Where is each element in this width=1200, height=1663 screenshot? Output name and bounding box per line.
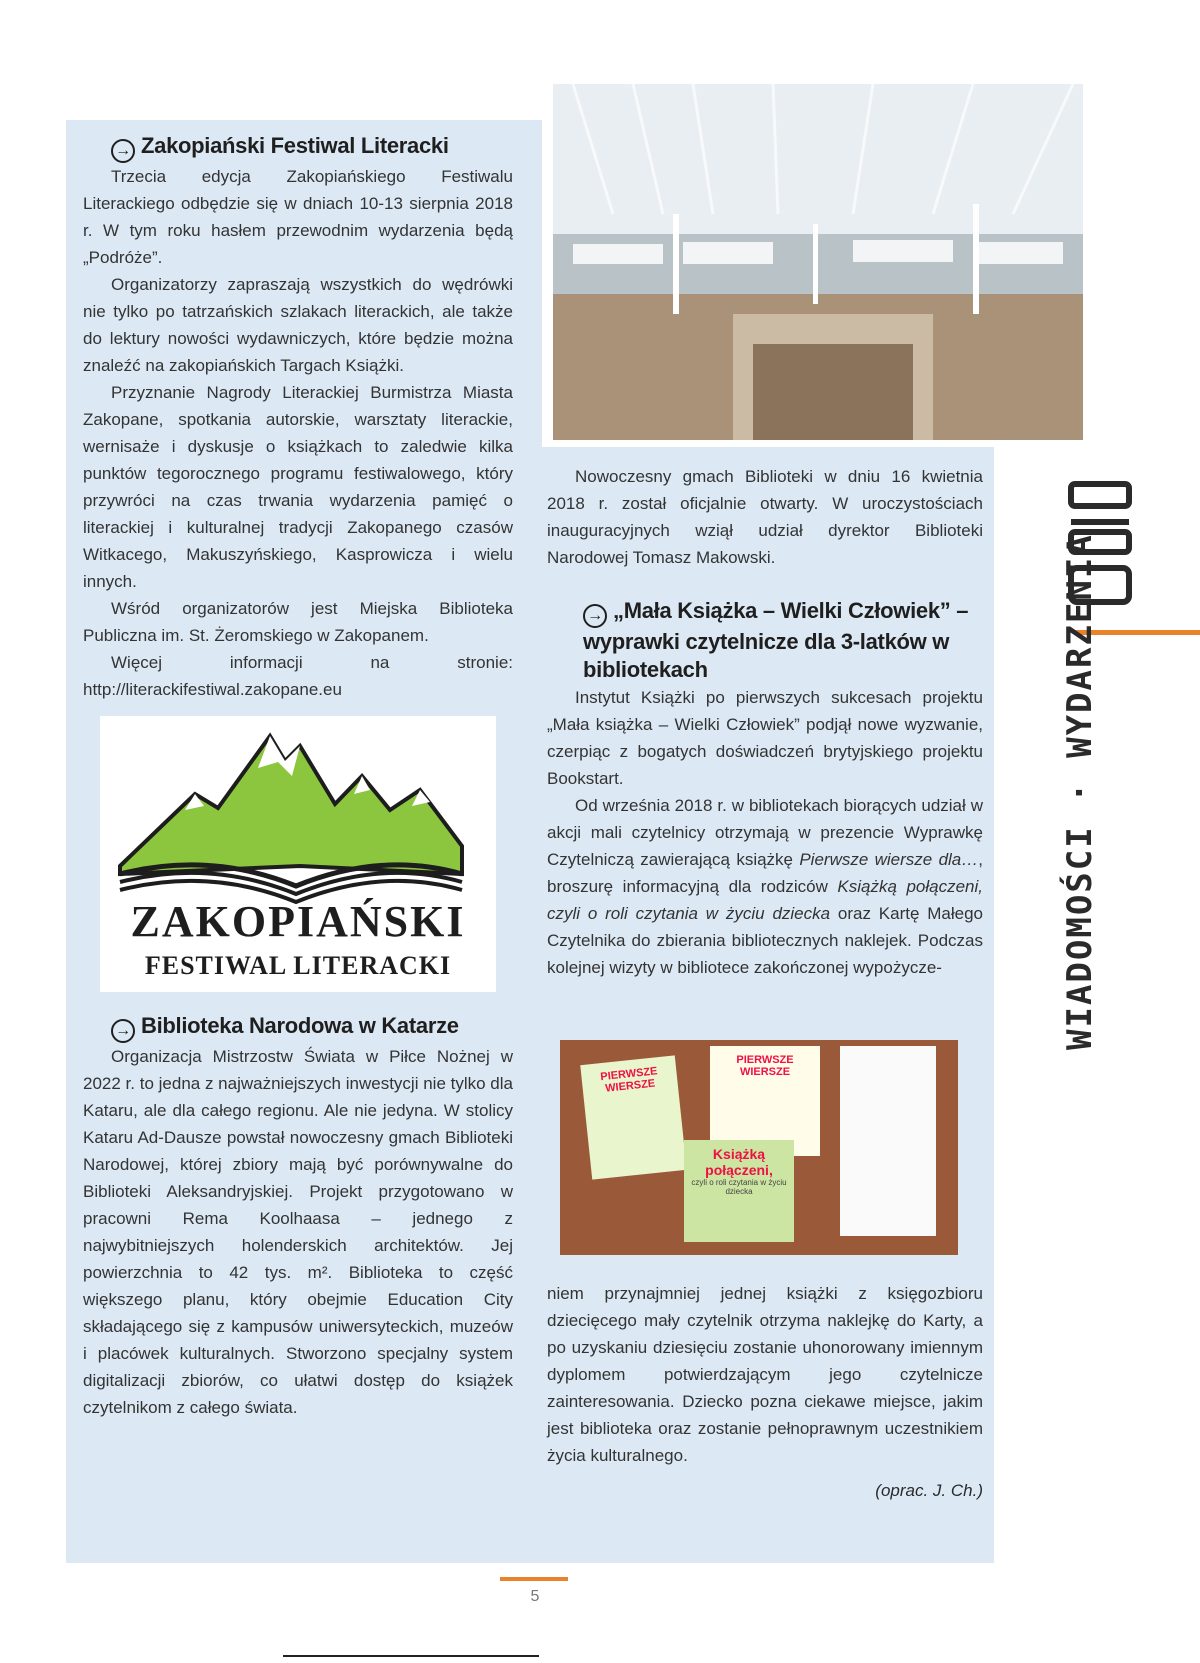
article-title: → Biblioteka Narodowa w Katarze	[83, 1012, 513, 1043]
bottom-rule	[283, 1655, 539, 1657]
library-interior-photo	[553, 84, 1083, 440]
article-reading-kit	[547, 597, 983, 981]
festival-logo	[100, 716, 496, 992]
arrow-right-icon: →	[583, 604, 607, 628]
paragraph: Organizacja Mistrzostw Świata w Piłce Nożnej w 2022 r. to jedna z najważniejszych inwestycji nie tylko dla Kataru, ale dla całego regionu. Ale nie jedyna. W stolicy Kataru Ad-Dausze powstał nowoczesny gmach Biblioteki Narodowej, której zbiory mają być porównywalne do Biblioteki Aleksandryjskiej. Projekt przygotowano w pracowni Rema Koolhaasa – jednego z najwybitniejszych holenderskich architektów. Jej powierzchnia to 42 tys. m². Biblioteka to część większego planu, który obejmie Education City składającego się z kampusów uniwersyteckich, muzeów i placówek kulturalnych. Stworzono specjalny system digitalizacji zbiorów, co ułatwi dostęp do książek czytelnikom z całego świata.	[83, 1047, 513, 1417]
paragraph: Trzecia edycja Zakopiańskiego Festiwalu Literackiego odbędzie się w dniach 10-13 sierpnia 2018 r. W tym roku hasłem przewodnim wydarzenia będą „Podróże”.	[83, 167, 513, 267]
library-image	[553, 84, 1083, 440]
reading-kit-continued	[547, 1280, 983, 1501]
article-festival	[83, 132, 513, 703]
paragraph: Nowoczesny gmach Biblioteki w dniu 16 kwietnia 2018 r. został oficjalnie otwarty. W uroczystościach inauguracyjnych wziął udział dyrektor Biblioteki Narodowej Tomasz Makowski.	[547, 467, 983, 567]
article-qatar-library	[83, 1012, 513, 1421]
article-title: → Zakopiański Festiwal Literacki	[83, 132, 513, 163]
article-title: → „Mała Książka – Wielki Człowiek” – wyprawki czytelnicze dla 3-latków w bibliotekach	[583, 598, 969, 682]
credit: (oprac. J. Ch.)	[875, 1481, 983, 1500]
qatar-library-continued	[547, 463, 983, 571]
paragraph: Przyznanie Nagrody Literackiej Burmistrza Miasta Zakopane, spotkania autorskie, warsztaty literackie, wernisaże i dyskusje o książkach to zaledwie kilka punktów tegorocznego programu festiwalowego, który przywróci na czas trwania wydarzenia pamięć o literackiej i kulturalnej tradycji Zakopanego czasów Witkacego, Makuszyńskiego, Kasprowicza i wielu innych.	[83, 383, 513, 591]
paragraph: Instytut Książki po pierwszych sukcesach projektu „Mała książka – Wielki Człowiek” podjął nowe wyzwanie, czerpiąc z bogatych doświadczeń brytyjskiego projektu Bookstart.	[547, 688, 983, 788]
arrow-right-icon: →	[111, 139, 135, 163]
book-cover	[580, 1055, 687, 1179]
paragraph: Organizatorzy zapraszają wszystkich do wędrówki nie tylko po tatrzańskich szlakach literackich, ale także do lektury nowości wydawniczych, które będzie można znaleźć na zakopiańskich Targach Książki.	[83, 275, 513, 375]
arrow-right-icon: →	[111, 1019, 135, 1043]
page-number: 5	[530, 1588, 540, 1605]
paragraph: niem przynajmniej jednej książki z księgozbioru dziecięcego mały czytelnik otrzyma naklejkę do Karty, a po uzyskaniu dziesięciu zostanie uhonorowany imiennym dyplomem potwierdzającym jego czytelnicze zainteresowania. Dziecko pozna ciekawe miejsce, jakim jest biblioteka oraz zostanie pełnoprawnym uczestnikiem życia kulturalnego.	[547, 1284, 983, 1465]
logo-subtitle: FESTIWAL LITERACKI	[144, 951, 452, 980]
paragraph: Więcej informacji na stronie: http://literackifestiwal.zakopane.eu	[83, 653, 513, 699]
book-cover	[684, 1140, 794, 1242]
book-title: Książką połączeni,	[705, 1146, 773, 1178]
paragraph: Wśród organizatorów jest Miejska Biblioteka Publiczna im. St. Żeromskiego w Zakopanem.	[83, 599, 513, 645]
reading-kit-photo	[560, 1040, 958, 1255]
sidebar-section-label: WIADOMOŚCI · WYDARZENIA	[1060, 533, 1100, 1050]
page-accent-mark	[500, 1577, 568, 1581]
book-title: PIERWSZE WIERSZE	[599, 1065, 659, 1095]
paragraph: Od września 2018 r. w bibliotekach biorących udział w akcji mali czytelnicy otrzymają w prezencie Wyprawkę Czytelniczą zawierającą książkę Pierwsze wiersze dla…, broszurę informacyjną dla rodziców Książką połączeni, czyli o roli czytania w życiu dziecka oraz Kartę Małego Czytelnika do zbierania bibliotecznych naklejek. Podczas kolejnej wizyty w bibliotece zakończonej wypożycze-	[547, 796, 983, 977]
book-subtitle: czyli o roli czytania w życiu dziecka	[691, 1178, 787, 1196]
book-title: PIERWSZE WIERSZE	[736, 1054, 794, 1078]
logo-title: ZAKOPIAŃSKI	[130, 897, 466, 946]
reading-card	[840, 1046, 936, 1236]
